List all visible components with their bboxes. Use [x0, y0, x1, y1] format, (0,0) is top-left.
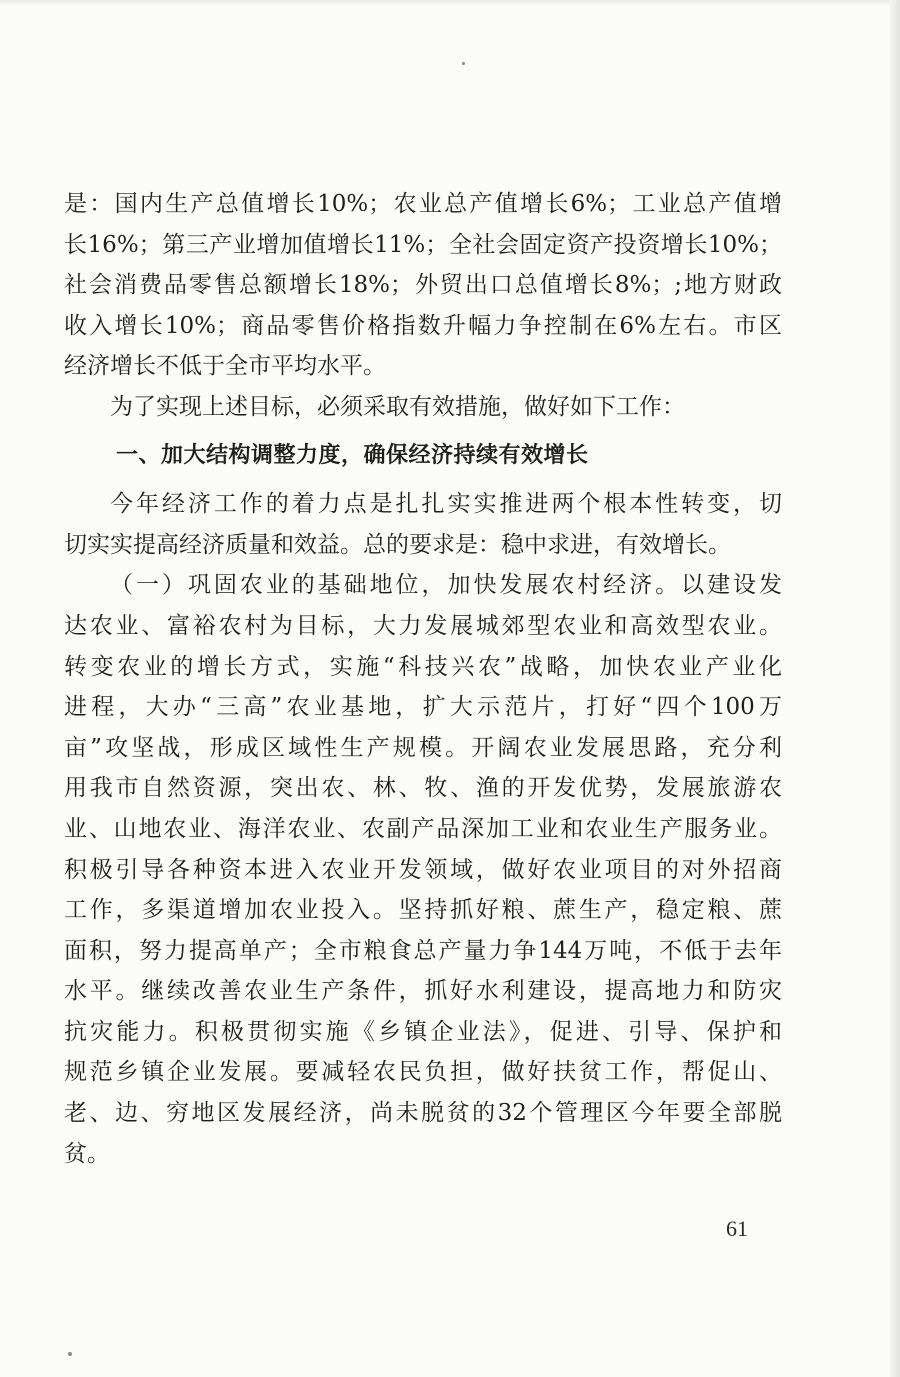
text-line: （一）巩固农业的基础地位，加快发展农村经济。以建设发 — [110, 572, 782, 599]
text-line: 社会消费品零售总额增长18%；外贸出口总值增长8%；;地方财政 — [64, 272, 782, 299]
text-line: 工作，多渠道增加农业投入。坚持抓好粮、蔗生产，稳定粮、蔗 — [64, 897, 782, 924]
text-line: 进程，大办“三高”农业基地，扩大示范片，打好“四个100万 — [64, 694, 782, 721]
text-line: 面积，努力提高单产；全市粮食总产量力争144万吨，不低于去年 — [64, 937, 782, 964]
text-line: 转变农业的增长方式，实施“科技兴农”战略，加快农业产业化 — [64, 653, 782, 680]
page-number: 61 — [726, 1216, 748, 1241]
text-line: 经济增长不低于全市平均水平。 — [64, 353, 386, 380]
text-line: 积极引导各种资本进入农业开发领域，做好农业项目的对外招商 — [64, 856, 782, 883]
text-line: 水平。继续改善农业生产条件，抓好水利建设，提高地力和防灾 — [64, 978, 782, 1005]
text-line: 今年经济工作的着力点是扎扎实实推进两个根本性转变，切 — [110, 491, 782, 518]
text-line: 达农业、富裕农村为目标，大力发展城郊型农业和高效型农业。 — [64, 612, 782, 639]
text-line: 用我市自然资源，突出农、林、牧、渔的开发优势，发展旅游农 — [64, 775, 782, 802]
text-line: 业、山地农业、海洋农业、农副产品深加工业和农业生产服务业。 — [64, 815, 782, 842]
scan-speck — [462, 62, 465, 65]
scan-speck — [68, 1352, 72, 1356]
text-line: 贫。 — [64, 1140, 110, 1167]
text-line: 是：国内生产总值增长10%；农业总产值增长6%；工业总产值增 — [64, 191, 782, 217]
text-line: 老、边、穷地区发展经济，尚未脱贫的32个管理区今年要全部脱 — [64, 1100, 782, 1127]
text-line: 长16%；第三产业增加值增长11%；全社会固定资产投资增长10%； — [64, 231, 782, 258]
page-body-text — [64, 184, 782, 1174]
text-line: 亩”攻坚战，形成区域性生产规模。开阔农业发展思路，充分利 — [64, 734, 782, 761]
text-line: 抗灾能力。积极贯彻实施《乡镇企业法》，促进、引导、保护和 — [64, 1018, 782, 1045]
text-line: 收入增长10%；商品零售价格指数升幅力争控制在6%左右。市区 — [64, 312, 782, 339]
text-line: 规范乡镇企业发展。要减轻农民负担，做好扶贫工作，帮促山、 — [64, 1059, 782, 1086]
text-line: 为了实现上述目标，必须采取有效措施，做好如下工作： — [110, 393, 685, 420]
page-right-edge — [890, 0, 900, 1377]
text-line: 切实实提高经济质量和效益。总的要求是：稳中求进，有效增长。 — [64, 531, 731, 558]
page-top-shadow — [0, 0, 900, 6]
section-heading: 一、加大结构调整力度，确保经济持续有效增长 — [116, 442, 589, 468]
